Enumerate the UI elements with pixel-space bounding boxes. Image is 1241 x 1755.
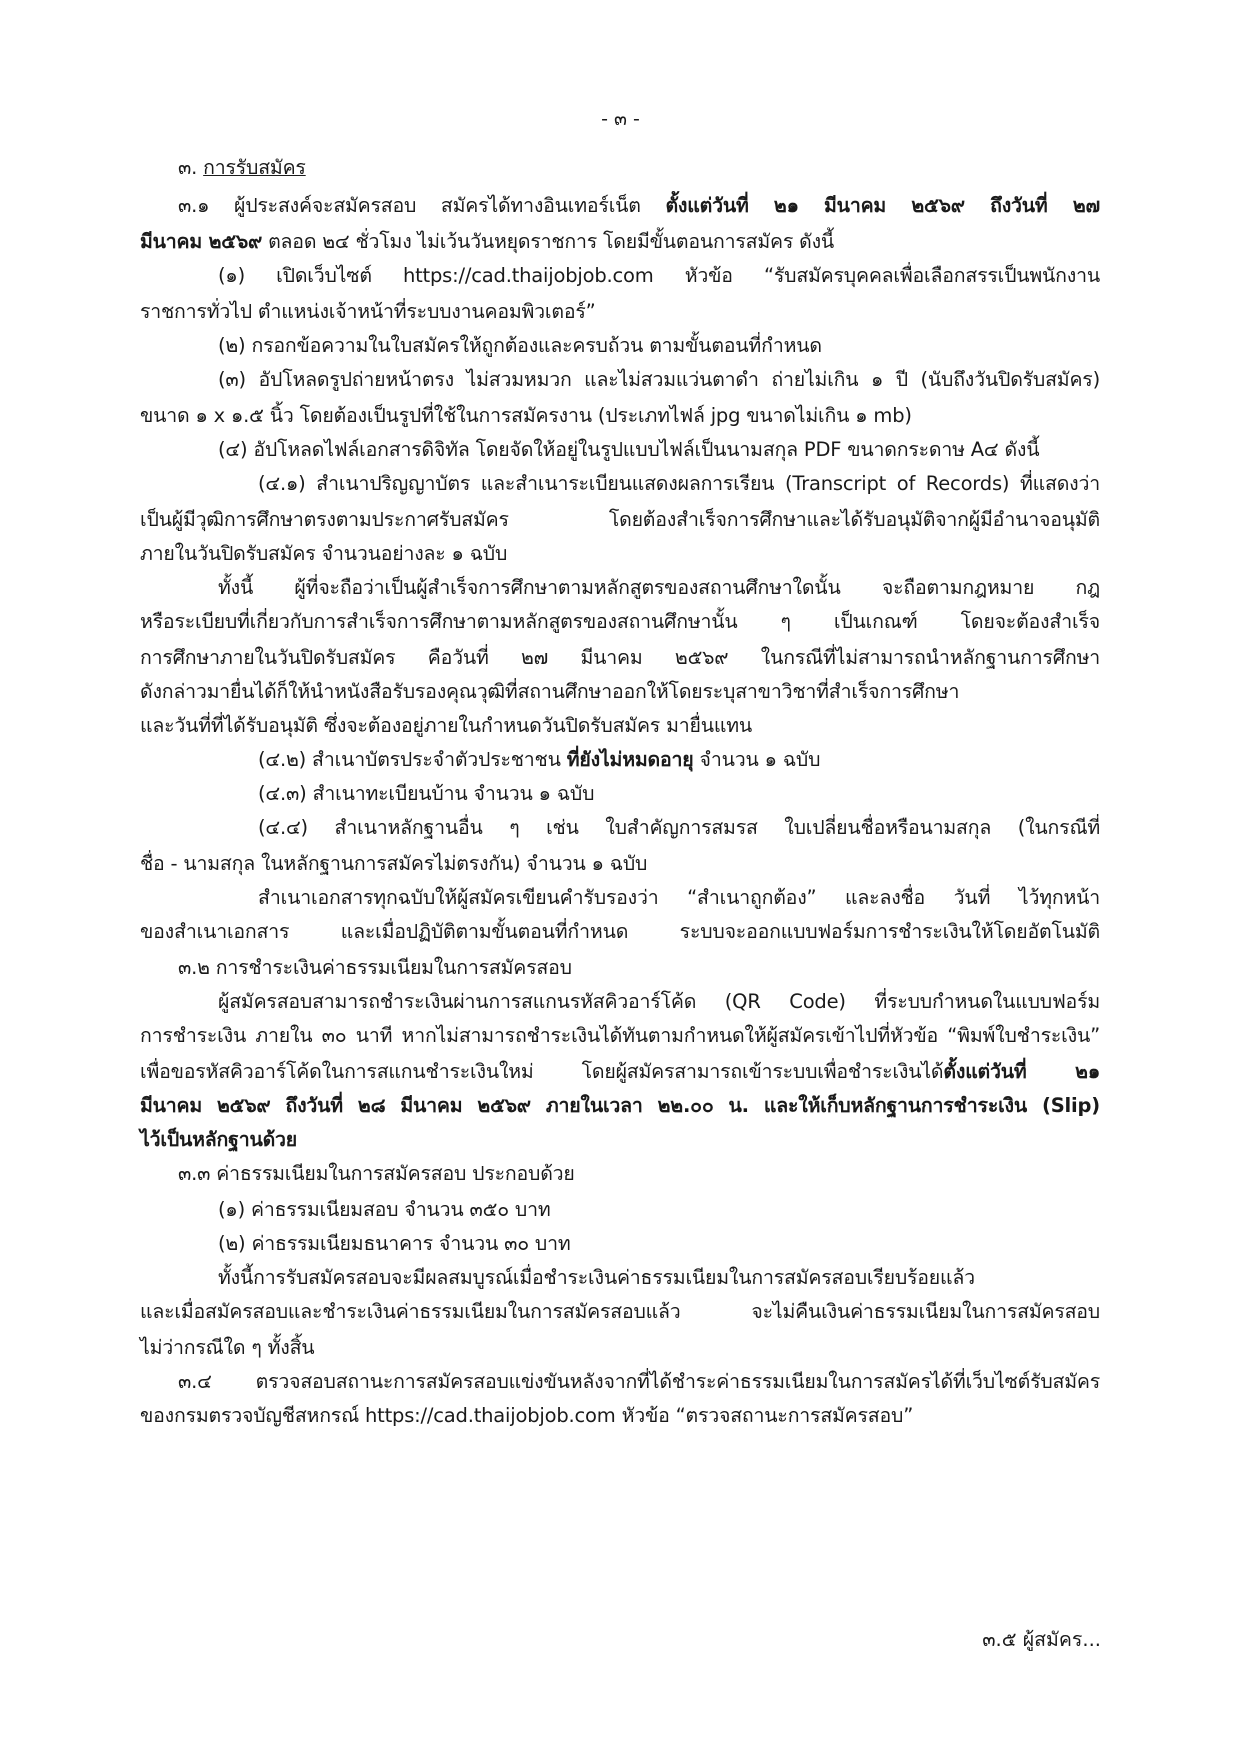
text-line [258, 780, 594, 808]
text-line [178, 1160, 575, 1188]
text-line [258, 470, 1100, 498]
text-line [258, 746, 820, 774]
text-line [140, 506, 1100, 534]
section-heading [178, 154, 306, 182]
text-span: การชำระเงิน ภายใน ๓๐ นาที หากไม่สามารถชำระเงินได้ทันตามกำหนดให้ผู้สมัครเข้าไปที่หัวข้อ “พิมพ์ใบชำระเงิน” [140, 1024, 1100, 1047]
text-line [258, 884, 1100, 912]
text-span: และวันที่ที่ได้รับอนุมัติ ซึ่งจะต้องอยู่ภายในกำหนดวันปิดรับสมัคร มายื่นแทน [140, 714, 752, 737]
bold-text: มีนาคม ๒๕๖๙ [140, 230, 263, 253]
continuation-footer: ๓.๕ ผู้สมัคร... [982, 1628, 1101, 1651]
text-line [258, 814, 1100, 842]
text-line [218, 436, 1039, 464]
text-line [140, 918, 1100, 946]
text-span: จำนวน ๑ ฉบับ [693, 748, 821, 771]
text-span: (๔.๓) สำเนาทะเบียนบ้าน จำนวน ๑ ฉบับ [258, 782, 595, 805]
bold-text: ไว้เป็นหลักฐานด้วย [140, 1128, 298, 1151]
text-line [140, 1022, 1100, 1050]
text-line [178, 954, 572, 982]
bold-text: ที่ยังไม่หมดอายุ [566, 748, 694, 771]
text-line [218, 574, 1100, 602]
text-line [140, 540, 507, 568]
section-number: ๓. [178, 156, 198, 179]
text-span: (๑) ค่าธรรมเนียมสอบ จำนวน ๓๕๐ บาท [218, 1198, 551, 1221]
text-span: ราชการทั่วไป ตำแหน่งเจ้าหน้าที่ระบบงานคอมพิวเตอร์” [140, 300, 596, 323]
text-line [140, 608, 1100, 636]
text-line [140, 1058, 1100, 1086]
text-span: ๓.๔ ตรวจสอบสถานะการสมัครสอบแข่งขันหลังจากที่ได้ชำระค่าธรรมเนียมในการสมัครได้ที่เว็บไซต์รับสมัคร [178, 1370, 1100, 1393]
text-line [140, 712, 752, 740]
text-span: (๑) เปิดเว็บไซต์ https://cad.thaijobjob.com หัวข้อ “รับสมัครบุคคลเพื่อเลือกสรรเป็นพนักงาน [218, 264, 1100, 287]
page-number: - ๓ - [601, 108, 640, 130]
text-span: ๓.๓ ค่าธรรมเนียมในการสมัครสอบ ประกอบด้วย [178, 1162, 575, 1185]
text-span: ของสำเนาเอกสาร และเมื่อปฏิบัติตามขั้นตอนที่กำหนด ระบบจะออกแบบฟอร์มการชำระเงินให้โดยอัตโนมัติ [140, 920, 1100, 943]
text-span: ของกรมตรวจบัญชีสหกรณ์ https://cad.thaijobjob.com หัวข้อ “ตรวจสถานะการสมัครสอบ” [140, 1404, 914, 1427]
text-span: ผู้สมัครสอบสามารถชำระเงินผ่านการสแกนรหัสคิวอาร์โค้ด (QR Code) ที่ระบบกำหนดในแบบฟอร์ม [218, 990, 1100, 1013]
text-line [218, 988, 1100, 1016]
text-span: (๔.๒) สำเนาบัตรประจำตัวประชาชน [258, 748, 567, 771]
text-span: (๒) ค่าธรรมเนียมธนาคาร จำนวน ๓๐ บาท [218, 1232, 571, 1255]
text-span: ตลอด ๒๔ ชั่วโมง ไม่เว้นวันหยุดราชการ โดยมีขั้นตอนการสมัคร ดังนี้ [262, 230, 835, 253]
text-line [140, 644, 1100, 672]
text-span: ๓.๒ การชำระเงินค่าธรรมเนียมในการสมัครสอบ [178, 956, 572, 979]
text-line [140, 402, 912, 430]
text-span: (๔) อัปโหลดไฟล์เอกสารดิจิทัล โดยจัดให้อยู่ในรูปแบบไฟล์เป็นนามสกุล PDF ขนาดกระดาษ A๔ ดังนี้ [218, 438, 1040, 461]
text-span: และเมื่อสมัครสอบและชำระเงินค่าธรรมเนียมในการสมัครสอบแล้ว จะไม่คืนเงินค่าธรรมเนียมในการสมัครสอบ [140, 1300, 1100, 1323]
text-span: (๔.๔) สำเนาหลักฐานอื่น ๆ เช่น ใบสำคัญการสมรส ใบเปลี่ยนชื่อหรือนามสกุล (ในกรณีที่ [258, 816, 1100, 839]
text-line [178, 192, 1100, 220]
text-line [140, 1298, 1100, 1326]
text-line [178, 1368, 1100, 1396]
text-span: ชื่อ - นามสกุล ในหลักฐานการสมัครไม่ตรงกัน) จำนวน ๑ ฉบับ [140, 852, 648, 875]
text-line [218, 332, 822, 360]
bold-text: มีนาคม ๒๕๖๙ ถึงวันที่ ๒๘ มีนาคม ๒๕๖๙ ภายในเวลา ๒๒.๐๐ น. และให้เก็บหลักฐานการชำระเงิน (Slip) [140, 1094, 1100, 1117]
text-line [218, 262, 1100, 290]
text-line [140, 1334, 314, 1362]
text-line [140, 228, 834, 256]
text-line [140, 1402, 913, 1430]
text-line [140, 1126, 297, 1154]
text-span: ดังกล่าวมายื่นได้ก็ให้นำหนังสือรับรองคุณวุฒิที่สถานศึกษาออกให้โดยระบุสาขาวิชาที่สำเร็จการศึกษา [140, 680, 960, 703]
text-span: ไม่ว่ากรณีใด ๆ ทั้งสิ้น [140, 1336, 315, 1359]
text-line [218, 366, 1100, 394]
text-line [218, 1264, 1100, 1292]
bold-text: ตั้งแต่วันที่ ๒๑ [943, 1060, 1101, 1083]
text-span: (๒) กรอกข้อความในใบสมัครให้ถูกต้องและครบถ้วน ตามขั้นตอนที่กำหนด [218, 334, 822, 357]
text-span: ทั้งนี้ ผู้ที่จะถือว่าเป็นผู้สำเร็จการศึกษาตามหลักสูตรของสถานศึกษาใดนั้น จะถือตามกฎหมาย กฎ [218, 576, 1100, 599]
text-span: เพื่อขอรหัสคิวอาร์โค้ดในการสแกนชำระเงินใหม่ โดยผู้สมัครสามารถเข้าระบบเพื่อชำระเงินได้ [140, 1060, 944, 1083]
section-title: การรับสมัคร [203, 156, 306, 179]
text-line [140, 1092, 1100, 1120]
text-span: ๓.๑ ผู้ประสงค์จะสมัครสอบ สมัครได้ทางอินเทอร์เน็ต [178, 194, 666, 217]
bold-text: ตั้งแต่วันที่ ๒๑ มีนาคม ๒๕๖๙ ถึงวันที่ ๒๗ [665, 194, 1100, 217]
text-span: ขนาด ๑ x ๑.๕ นิ้ว โดยต้องเป็นรูปที่ใช้ในการสมัครงาน (ประเภทไฟล์ jpg ขนาดไม่เกิน ๑ mb) [140, 404, 912, 427]
text-span: สำเนาเอกสารทุกฉบับให้ผู้สมัครเขียนคำรับรองว่า “สำเนาถูกต้อง” และลงชื่อ วันที่ ไว้ทุกหน้า [258, 886, 1100, 909]
text-span: เป็นผู้มีวุฒิการศึกษาตรงตามประกาศรับสมัคร โดยต้องสำเร็จการศึกษาและได้รับอนุมัติจากผู้มีอำนาจอนุมัติ [140, 508, 1100, 531]
text-span: (๔.๑) สำเนาปริญญาบัตร และสำเนาระเบียนแสดงผลการเรียน (Transcript of Records) ที่แสดงว่า [258, 472, 1100, 495]
text-line [218, 1196, 551, 1224]
text-line [140, 298, 596, 326]
text-line [218, 1230, 570, 1258]
text-span: หรือระเบียบที่เกี่ยวกับการสำเร็จการศึกษาตามหลักสูตรของสถานศึกษานั้น ๆ เป็นเกณฑ์ โดยจะต้องสำเร็จ [140, 610, 1100, 633]
text-line [140, 678, 1100, 706]
text-span: (๓) อัปโหลดรูปถ่ายหน้าตรง ไม่สวมหมวก และไม่สวมแว่นตาดำ ถ่ายไม่เกิน ๑ ปี (นับถึงวันปิดรับสมัคร) [218, 368, 1100, 391]
text-line [140, 850, 647, 878]
text-span: การศึกษาภายในวันปิดรับสมัคร คือวันที่ ๒๗ มีนาคม ๒๕๖๙ ในกรณีที่ไม่สามารถนำหลักฐานการศึกษา [140, 646, 1100, 669]
text-span: ทั้งนี้การรับสมัครสอบจะมีผลสมบูรณ์เมื่อชำระเงินค่าธรรมเนียมในการสมัครสอบเรียบร้อยแล้ว [218, 1266, 975, 1289]
text-span: ภายในวันปิดรับสมัคร จำนวนอย่างละ ๑ ฉบับ [140, 542, 508, 565]
